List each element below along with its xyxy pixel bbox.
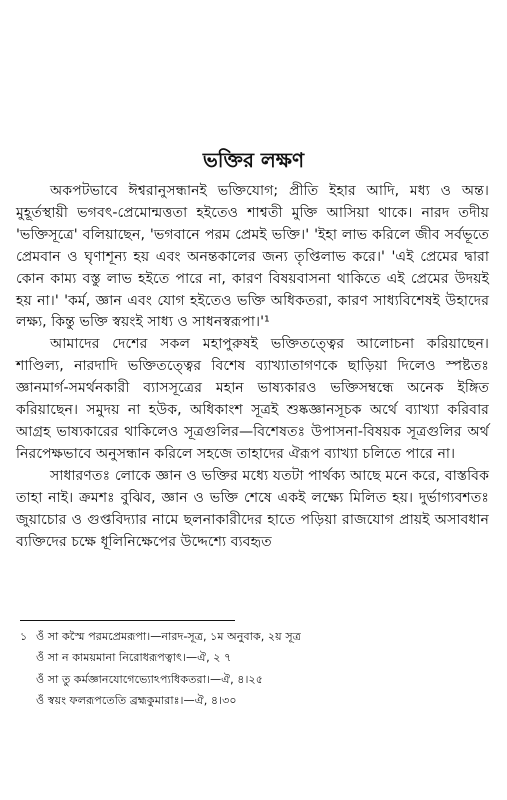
footnote-number: ১ xyxy=(20,630,28,643)
footnote-text: ওঁ স্বয়ং ফলরূপতেতি ব্রহ্মকুমারাঃ।—ঐ, ৪।৩০ xyxy=(36,693,237,707)
chapter-title: ভক্তির লক্ষণ xyxy=(202,148,305,172)
footnote-divider xyxy=(20,620,235,621)
footnote-text: ওঁ সা ন কাময়মানা নিরোধরূপত্বাৎ।—ঐ, ২ ৭ xyxy=(36,651,232,665)
footnote xyxy=(20,626,480,647)
footnote-text: ওঁ সা কস্মৈ পরমপ্রেমরূপা।—নারদ-সূত্র, ১ম অনুবাক, ২য় সূত্র xyxy=(36,630,301,643)
paragraph-3: সাধারণতঃ লোকে জ্ঞান ও ভক্তির মধ্যে যতটা পার্থক্য আছে মনে করে, বাস্তবিক তাহা নাই। ক্রমশঃ বুঝিব, জ্ঞান ও ভক্তি শেষে একই লক্ষ্যে মিলিত হয়। দুর্ভাগ্যবশতঃ জুয়াচোর ও গুপ্তবিদ্যার নামে ছলনাকারীদের হাতে পড়িয়া রাজযোগ প্রায়ই অসাবধান ব্যক্তিদের চক্ষে ধূলিনিক্ষেপের উদ্দেশ্যে ব্যবহৃত xyxy=(16,467,489,550)
paragraph-2: আমাদের দেশের সকল মহাপুরুষই ভক্তিতত্ত্বের আলোচনা করিয়াছেন। শাণ্ডিল্য, নারদাদি ভক্তিতত্ত্বের বিশেষ ব্যাখ্যাতাগণকে ছাড়িয়া দিলেও স্পষ্টতঃ জ্ঞানমার্গ-সমর্থনকারী ব্যাসসূত্রের মহান ভাষ্যকারও ভক্তিসম্বন্ধে অনেক ইঙ্গিত করিয়াছেন। সমুদয় না হউক, অধিকাংশ সূত্রই শুষ্কজ্ঞানসূচক অর্থে ব্যাখ্যা করিবার আগ্রহ ভাষ্যকারের থাকিলেও সূত্রগুলির—বিশেষতঃ উপাসনা-বিষয়ক সূত্রগুলির অর্থ নিরপেক্ষভাবে অনুসন্ধান করিলে সহজে তাহাদের ঐরূপ ব্যাখ্যা চলিতে পারে না। xyxy=(16,336,489,462)
body-text xyxy=(16,181,489,553)
footnote xyxy=(20,690,480,711)
footnotes xyxy=(20,626,480,711)
footnote-number xyxy=(20,690,36,711)
footnote-number xyxy=(20,669,36,690)
footnote-text: ওঁ সা তু কর্মজ্ঞানযোগেভ্যোঽপ্যধিকতরা।—ঐ, ৪।২৫ xyxy=(36,672,264,686)
paragraph-1: অকপটভাবে ঈশ্বরানুসন্ধানই ভক্তিযোগ; প্রীতি ইহার আদি, মধ্য ও অন্ত। মুহূর্তস্থায়ী ভগবৎ-প্রেমোন্মত্ততা হইতেও শাশ্বতী মুক্তি আসিয়া থাকে। নারদ তদীয় 'ভক্তিসূত্রে' বলিয়াছেন, 'ভগবানে পরম প্রেমই ভক্তি।' 'ইহা লাভ করিলে জীব সর্বভূতে প্রেমবান ও ঘৃণাশূন্য হয় এবং অনন্তকালের জন্য তৃপ্তিলাভ করে।' 'এই প্রেমের দ্বারা কোন কাম্য বস্তু লাভ হইতে পারে না, কারণ বিষয়বাসনা থাকিতে এই প্রেমের উদয়ই হয় না।' 'কর্ম, জ্ঞান এবং যোগ হইতেও ভক্তি অধিকতরা, কারণ সাধ্যবিশেষই উহাদের লক্ষ্য, কিন্তু ভক্তি স্বয়ংই সাধ্য ও সাধনস্বরূপা।'¹ xyxy=(16,183,489,331)
footnote xyxy=(20,669,480,690)
footnote-number xyxy=(20,647,36,668)
footnote xyxy=(20,647,480,668)
